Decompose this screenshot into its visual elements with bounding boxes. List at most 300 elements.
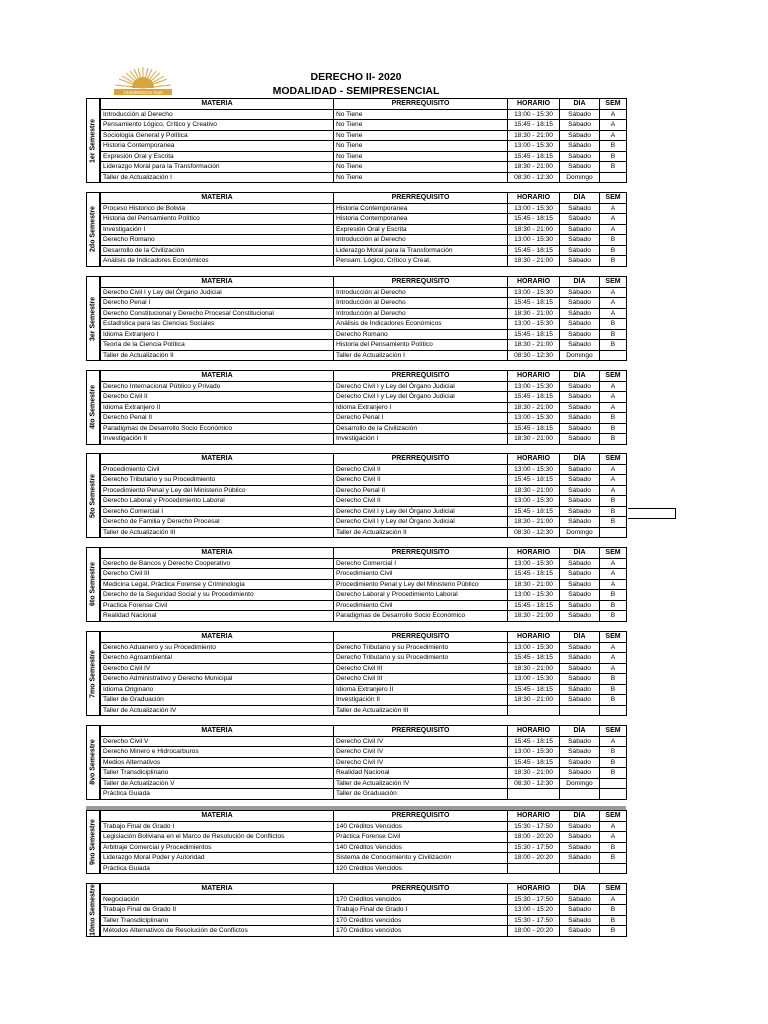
header-horario: HORARIO — [508, 99, 560, 110]
materia-cell: Derecho Laboral y Procedimiento Laboral — [101, 496, 334, 507]
header-dia: DÍA — [560, 277, 600, 288]
prerrequisito-cell: Procedimiento Civil — [334, 600, 508, 611]
materia-cell: Paradigmas de Desarrollo Socio Económico — [101, 423, 334, 434]
table-row — [101, 402, 627, 413]
dia-cell: Sábado — [560, 464, 600, 475]
header-materia: MATERIA — [101, 99, 334, 110]
table-header-row — [101, 99, 627, 110]
materia-cell: Derecho Penal II — [101, 413, 334, 424]
horario-cell: 18:00 - 20:20 — [508, 832, 560, 843]
prerrequisito-cell: Derecho Civil II — [334, 464, 508, 475]
dia-cell: Sábado — [560, 517, 600, 528]
semester-block — [86, 370, 627, 445]
prerrequisito-cell: Idioma Extranjero I — [334, 402, 508, 413]
dia-cell: Sábado — [560, 642, 600, 653]
table-row — [101, 298, 627, 309]
horario-cell: 13:00 - 15:30 — [508, 109, 560, 120]
header-prerrequisito: PRERREQUISITO — [334, 726, 508, 737]
document-title — [86, 70, 626, 98]
horario-cell: 15:45 - 18:15 — [508, 151, 560, 162]
table-row — [101, 863, 627, 874]
header-prerrequisito: PRERREQUISITO — [334, 632, 508, 643]
horario-cell: 13:00 - 15:30 — [508, 413, 560, 424]
materia-cell: Investigación II — [101, 434, 334, 445]
dia-cell: Sábado — [560, 151, 600, 162]
title-line-2: MODALIDAD - SEMIPRESENCIAL — [272, 85, 440, 97]
dia-cell: Sábado — [560, 905, 600, 916]
header-dia: DÍA — [560, 811, 600, 822]
header-materia: MATERIA — [101, 811, 334, 822]
dia-cell: Sábado — [560, 256, 600, 267]
semester-block — [86, 453, 627, 538]
table-row — [101, 496, 627, 507]
prerrequisito-cell: Derecho Civil IV — [334, 747, 508, 758]
materia-cell: Idioma Extranjero I — [101, 329, 334, 340]
dia-cell: Sábado — [560, 423, 600, 434]
prerrequisito-cell: Derecho Civil IV — [334, 736, 508, 747]
materia-cell: Derecho de Bancos y Derecho Cooperativo — [101, 558, 334, 569]
horario-cell: 15:45 - 18:15 — [508, 684, 560, 695]
sem-cell: A — [600, 402, 627, 413]
materia-cell: Derecho Civil III — [101, 569, 334, 580]
table-header-row — [101, 726, 627, 737]
header-materia: MATERIA — [101, 632, 334, 643]
horario-cell: 13:00 - 15:30 — [508, 235, 560, 246]
prerrequisito-cell: Taller de Actualización I — [334, 350, 508, 361]
horario-cell: 15:45 - 18:15 — [508, 506, 560, 517]
table-header-row — [101, 193, 627, 204]
header-materia: MATERIA — [101, 884, 334, 895]
dia-cell — [560, 789, 600, 800]
table-header-row — [101, 371, 627, 382]
prerrequisito-cell: Derecho Penal II — [334, 485, 508, 496]
schedule-table — [100, 98, 627, 183]
sem-cell: B — [600, 695, 627, 706]
table-row — [101, 915, 627, 926]
header-prerrequisito: PRERREQUISITO — [334, 277, 508, 288]
prerrequisito-cell: Introducción al Derecho — [334, 298, 508, 309]
horario-cell: 15:30 - 17:50 — [508, 821, 560, 832]
schedule-table — [100, 453, 627, 538]
semester-label-text: 9no Semestre — [89, 819, 97, 865]
sem-cell: A — [600, 736, 627, 747]
table-row — [101, 381, 627, 392]
horario-cell: 15:30 - 17:50 — [508, 842, 560, 853]
table-row — [101, 413, 627, 424]
prerrequisito-cell: Historia Contemporanea — [334, 214, 508, 225]
horario-cell: 13:00 - 15:30 — [508, 674, 560, 685]
semester-label-text: 6to Semestre — [89, 562, 97, 607]
materia-cell: Derecho Civil II — [101, 392, 334, 403]
schedule-table — [100, 810, 627, 874]
table-row — [101, 245, 627, 256]
materia-cell: Derecho Internacional Público y Privado — [101, 381, 334, 392]
table-row — [101, 832, 627, 843]
header-horario: HORARIO — [508, 277, 560, 288]
horario-cell: 13:00 - 15:30 — [508, 287, 560, 298]
section-divider — [86, 806, 626, 810]
materia-cell: Liderazgo Moral para la Transformación — [101, 162, 334, 173]
semester-label-text: 8vo Semestre — [89, 739, 97, 786]
prerrequisito-cell: Trabajo Final de Grado I — [334, 905, 508, 916]
table-row — [101, 579, 627, 590]
sem-cell: A — [600, 821, 627, 832]
prerrequisito-cell: Derecho Comercial I — [334, 558, 508, 569]
semester-label — [86, 810, 100, 874]
table-row — [101, 340, 627, 351]
materia-cell: Derecho Civil IV — [101, 663, 334, 674]
table-row — [101, 235, 627, 246]
horario-cell: 18:30 - 21:00 — [508, 340, 560, 351]
prerrequisito-cell: Investigación I — [334, 434, 508, 445]
header-dia: DÍA — [560, 884, 600, 895]
materia-cell: Taller de Actualización IV — [101, 705, 334, 716]
sem-cell: B — [600, 151, 627, 162]
table-row — [101, 319, 627, 330]
horario-cell: 08:30 - 12:30 — [508, 527, 560, 538]
horario-cell: 18:30 - 21:00 — [508, 402, 560, 413]
prerrequisito-cell: Derecho Civil III — [334, 663, 508, 674]
dia-cell: Sábado — [560, 894, 600, 905]
sem-cell: A — [600, 475, 627, 486]
dia-cell: Sábado — [560, 747, 600, 758]
semester-label-text: 3er Semestre — [89, 296, 97, 341]
prerrequisito-cell: Derecho Laboral y Procedimiento Laboral — [334, 590, 508, 601]
materia-cell: Practica Forense Civil — [101, 600, 334, 611]
dia-cell: Sábado — [560, 392, 600, 403]
dia-cell: Sábado — [560, 141, 600, 152]
semester-label-text: 4to Semestre — [89, 385, 97, 430]
sem-cell — [600, 350, 627, 361]
semester-label — [86, 370, 100, 445]
dia-cell: Sábado — [560, 475, 600, 486]
sem-cell — [600, 789, 627, 800]
sem-cell: B — [600, 434, 627, 445]
sem-cell: A — [600, 569, 627, 580]
horario-cell — [508, 705, 560, 716]
horario-cell: 15:45 - 18:15 — [508, 569, 560, 580]
table-row — [101, 464, 627, 475]
prerrequisito-cell: Derecho Civil I y Ley del Órgano Judicial — [334, 506, 508, 517]
table-row — [101, 308, 627, 319]
header-sem: SEM — [600, 726, 627, 737]
dia-cell: Sábado — [560, 736, 600, 747]
horario-cell: 18:30 - 21:00 — [508, 611, 560, 622]
sem-cell: B — [600, 674, 627, 685]
schedule-table — [100, 883, 627, 937]
header-horario: HORARIO — [508, 811, 560, 822]
table-row — [101, 141, 627, 152]
horario-cell: 13:00 - 15:30 — [508, 141, 560, 152]
header-prerrequisito: PRERREQUISITO — [334, 454, 508, 465]
dia-cell: Domingo — [560, 778, 600, 789]
materia-cell: Derecho Civil V — [101, 736, 334, 747]
header-horario: HORARIO — [508, 632, 560, 643]
horario-cell: 13:00 - 15:30 — [508, 558, 560, 569]
dia-cell: Sábado — [560, 757, 600, 768]
prerrequisito-cell: 170 Créditos vencidos — [334, 926, 508, 937]
sem-cell: B — [600, 600, 627, 611]
stray-cell-border — [628, 508, 676, 519]
horario-cell: 13:00 - 15:30 — [508, 747, 560, 758]
semester-block — [86, 98, 627, 183]
sem-cell: B — [600, 245, 627, 256]
header-prerrequisito: PRERREQUISITO — [334, 811, 508, 822]
sem-cell: A — [600, 214, 627, 225]
prerrequisito-cell: Historia del Pensamiento Político — [334, 340, 508, 351]
dia-cell: Sábado — [560, 853, 600, 864]
horario-cell: 08:30 - 12:30 — [508, 172, 560, 183]
horario-cell: 18:30 - 21:00 — [508, 768, 560, 779]
prerrequisito-cell: Sistema de Conocimiento y Civilización — [334, 853, 508, 864]
materia-cell: Introducción al Derecho — [101, 109, 334, 120]
prerrequisito-cell: 170 Créditos vencidos — [334, 915, 508, 926]
sem-cell: B — [600, 842, 627, 853]
materia-cell: Procedimiento Civil — [101, 464, 334, 475]
prerrequisito-cell: Práctica Forense Civil — [334, 832, 508, 843]
horario-cell: 15:45 - 18:15 — [508, 600, 560, 611]
materia-cell: Taller Transdiciplinario — [101, 768, 334, 779]
sem-cell: B — [600, 496, 627, 507]
sem-cell: B — [600, 235, 627, 246]
prerrequisito-cell: Procedimiento Penal y Ley del Ministerio Público — [334, 579, 508, 590]
table-row — [101, 329, 627, 340]
table-row — [101, 611, 627, 622]
prerrequisito-cell: No Tiene — [334, 151, 508, 162]
table-row — [101, 120, 627, 131]
header-sem: SEM — [600, 548, 627, 559]
horario-cell: 18:30 - 21:00 — [508, 130, 560, 141]
semester-label-text: 1er Semestre — [89, 118, 97, 163]
header-dia: DÍA — [560, 371, 600, 382]
table-header-row — [101, 811, 627, 822]
table-row — [101, 350, 627, 361]
materia-cell: Pensamiento Lógico, Crítico y Creativo — [101, 120, 334, 131]
materia-cell: Estadística para las Ciencias Sociales — [101, 319, 334, 330]
prerrequisito-cell: Desarrollo de la Civilización — [334, 423, 508, 434]
horario-cell: 08:30 - 12:30 — [508, 778, 560, 789]
horario-cell: 15:45 - 18:15 — [508, 392, 560, 403]
prerrequisito-cell: Liderazgo Moral para la Transformación — [334, 245, 508, 256]
semester-block — [86, 276, 627, 361]
header-sem: SEM — [600, 632, 627, 643]
sem-cell: B — [600, 611, 627, 622]
horario-cell: 18:30 - 21:00 — [508, 663, 560, 674]
materia-cell: Trabajo Final de Grado I — [101, 821, 334, 832]
dia-cell: Sábado — [560, 915, 600, 926]
prerrequisito-cell: Derecho Romano — [334, 329, 508, 340]
header-sem: SEM — [600, 371, 627, 382]
header-materia: MATERIA — [101, 548, 334, 559]
semester-block — [86, 547, 627, 622]
materia-cell: Arbitraje Comercial y Procedimientos — [101, 842, 334, 853]
table-row — [101, 789, 627, 800]
table-row — [101, 926, 627, 937]
materia-cell: Historia Contemporanea — [101, 141, 334, 152]
dia-cell: Sábado — [560, 832, 600, 843]
horario-cell — [508, 863, 560, 874]
sem-cell: A — [600, 109, 627, 120]
dia-cell: Sábado — [560, 590, 600, 601]
sem-cell — [600, 172, 627, 183]
table-row — [101, 558, 627, 569]
sem-cell — [600, 527, 627, 538]
sem-cell: A — [600, 558, 627, 569]
table-row — [101, 695, 627, 706]
table-row — [101, 475, 627, 486]
sem-cell: B — [600, 319, 627, 330]
materia-cell: Análisis de Indicadores Económicos — [101, 256, 334, 267]
dia-cell: Sábado — [560, 214, 600, 225]
materia-cell: Derecho de la Seguridad Social y su Procedimiento — [101, 590, 334, 601]
dia-cell: Domingo — [560, 527, 600, 538]
horario-cell: 18:30 - 21:00 — [508, 434, 560, 445]
sem-cell: B — [600, 757, 627, 768]
table-row — [101, 130, 627, 141]
sem-cell: A — [600, 130, 627, 141]
header-sem: SEM — [600, 277, 627, 288]
header-dia: DÍA — [560, 726, 600, 737]
table-row — [101, 705, 627, 716]
materia-cell: Trabajo Final de Grado II — [101, 905, 334, 916]
sem-cell: B — [600, 256, 627, 267]
semester-label-text: 10mo Semestre — [89, 883, 97, 936]
header-horario: HORARIO — [508, 884, 560, 895]
horario-cell: 13:00 - 15:30 — [508, 590, 560, 601]
semester-block — [86, 631, 627, 716]
sem-cell: B — [600, 915, 627, 926]
sem-cell: A — [600, 832, 627, 843]
dia-cell: Sábado — [560, 611, 600, 622]
materia-cell: Expresión Oral y Escrita — [101, 151, 334, 162]
prerrequisito-cell: No Tiene — [334, 162, 508, 173]
materia-cell: Taller Transdiciplinario — [101, 915, 334, 926]
header-materia: MATERIA — [101, 371, 334, 382]
schedule-table — [100, 631, 627, 716]
materia-cell: Taller de Actualización III — [101, 527, 334, 538]
prerrequisito-cell: No Tiene — [334, 109, 508, 120]
materia-cell: Realidad Nacional — [101, 611, 334, 622]
sem-cell: A — [600, 392, 627, 403]
header-dia: DÍA — [560, 454, 600, 465]
prerrequisito-cell: Idioma Extranjero II — [334, 684, 508, 695]
dia-cell: Sábado — [560, 768, 600, 779]
table-header-row — [101, 277, 627, 288]
prerrequisito-cell: Derecho Civil II — [334, 475, 508, 486]
table-row — [101, 485, 627, 496]
materia-cell: Derecho Penal I — [101, 298, 334, 309]
table-row — [101, 674, 627, 685]
horario-cell: 18:30 - 21:00 — [508, 517, 560, 528]
prerrequisito-cell: No Tiene — [334, 130, 508, 141]
horario-cell: 13:00 - 15:30 — [508, 203, 560, 214]
horario-cell: 08:30 - 12:30 — [508, 350, 560, 361]
sem-cell: B — [600, 684, 627, 695]
sem-cell: A — [600, 224, 627, 235]
table-row — [101, 684, 627, 695]
horario-cell: 18:00 - 20:20 — [508, 926, 560, 937]
dia-cell: Sábado — [560, 485, 600, 496]
dia-cell: Sábado — [560, 319, 600, 330]
sem-cell: B — [600, 162, 627, 173]
sem-cell: B — [600, 853, 627, 864]
header-dia: DÍA — [560, 193, 600, 204]
semester-label — [86, 883, 100, 937]
table-row — [101, 569, 627, 580]
semester-block — [86, 810, 627, 874]
materia-cell: Desarrollo de la Civilización — [101, 245, 334, 256]
materia-cell: Derecho Tributario y su Procedimiento — [101, 475, 334, 486]
dia-cell: Sábado — [560, 162, 600, 173]
semester-label — [86, 276, 100, 361]
dia-cell — [560, 705, 600, 716]
materia-cell: Derecho Civil I y Ley del Órgano Judicial — [101, 287, 334, 298]
materia-cell: Práctica Guiada — [101, 863, 334, 874]
dia-cell: Sábado — [560, 600, 600, 611]
prerrequisito-cell: Paradigmas de Desarrollo Socio Económico — [334, 611, 508, 622]
prerrequisito-cell: No Tiene — [334, 120, 508, 131]
table-header-row — [101, 454, 627, 465]
prerrequisito-cell: Derecho Tributario y su Procedimiento — [334, 653, 508, 664]
prerrequisito-cell: Análisis de Indicadores Económicos — [334, 319, 508, 330]
materia-cell: Taller de Actualización V — [101, 778, 334, 789]
dia-cell: Sábado — [560, 663, 600, 674]
prerrequisito-cell: Derecho Civil I y Ley del Órgano Judicial — [334, 517, 508, 528]
table-row — [101, 423, 627, 434]
prerrequisito-cell: Derecho Penal I — [334, 413, 508, 424]
materia-cell: Derecho Minero e Hidrocarburos — [101, 747, 334, 758]
prerrequisito-cell: No Tiene — [334, 172, 508, 183]
horario-cell: 18:00 - 20:20 — [508, 853, 560, 864]
horario-cell: 18:30 - 21:00 — [508, 308, 560, 319]
dia-cell: Sábado — [560, 402, 600, 413]
dia-cell: Sábado — [560, 496, 600, 507]
table-row — [101, 434, 627, 445]
sem-cell: B — [600, 340, 627, 351]
horario-cell: 15:45 - 18:15 — [508, 120, 560, 131]
table-row — [101, 642, 627, 653]
dia-cell: Sábado — [560, 245, 600, 256]
dia-cell: Sábado — [560, 413, 600, 424]
sem-cell: A — [600, 485, 627, 496]
horario-cell: 15:45 - 18:15 — [508, 298, 560, 309]
prerrequisito-cell: Realidad Nacional — [334, 768, 508, 779]
prerrequisito-cell: Expresión Oral y Escrita — [334, 224, 508, 235]
header-dia: DÍA — [560, 99, 600, 110]
materia-cell: Taller de Actualización I — [101, 172, 334, 183]
header-horario: HORARIO — [508, 726, 560, 737]
materia-cell: Derecho Aduanero y su Procedimiento — [101, 642, 334, 653]
horario-cell: 13:00 - 15:30 — [508, 496, 560, 507]
title-line-1: DERECHO II- 2020 — [310, 71, 402, 83]
table-row — [101, 151, 627, 162]
prerrequisito-cell: Derecho Civil IV — [334, 757, 508, 768]
horario-cell: 18:30 - 21:00 — [508, 485, 560, 496]
header-horario: HORARIO — [508, 193, 560, 204]
header-sem: SEM — [600, 454, 627, 465]
dia-cell: Sábado — [560, 120, 600, 131]
horario-cell: 18:30 - 21:00 — [508, 224, 560, 235]
dia-cell: Sábado — [560, 203, 600, 214]
dia-cell: Domingo — [560, 350, 600, 361]
materia-cell: Medios Alternativos — [101, 757, 334, 768]
dia-cell: Sábado — [560, 130, 600, 141]
materia-cell: Idioma Originario — [101, 684, 334, 695]
horario-cell — [508, 789, 560, 800]
sem-cell: A — [600, 308, 627, 319]
horario-cell: 18:30 - 21:00 — [508, 579, 560, 590]
materia-cell: Medicina Legal, Práctica Forense y Criminología — [101, 579, 334, 590]
